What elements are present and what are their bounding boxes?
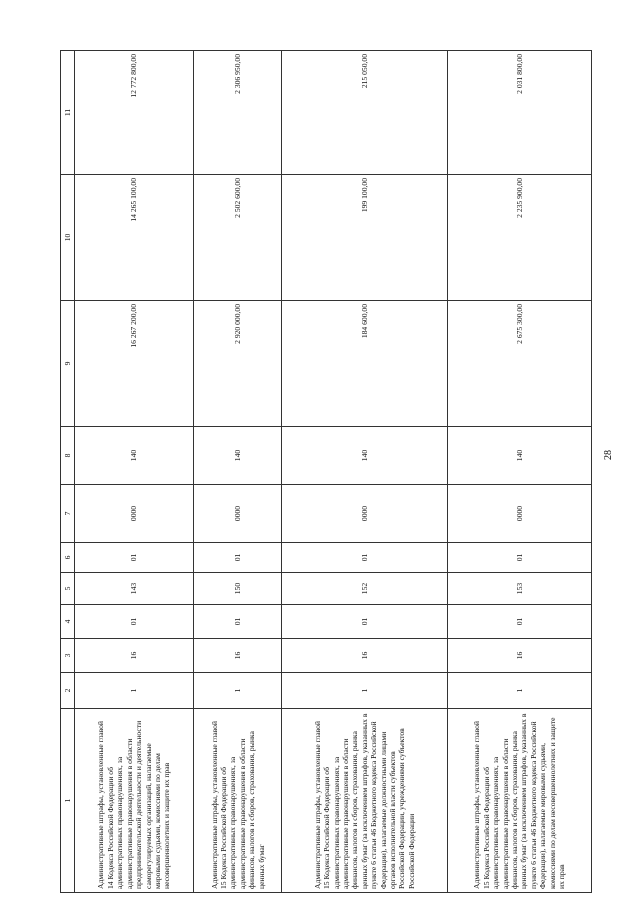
cell-c8: 140 [447, 427, 591, 485]
row-name: Административные штрафы, установленные главой 15 Кодекса Российской Федерации об административных правонарушениях, за административные правонарушения в области финансов, налогов и сборов, страхования, рынка ценных бумаг (за исключением штрафов, указанных в пункте 6 статьи 46 Бюджетного кодекса Российской Федерации), налагаемые должностными лицами органов исполнительной власти субъектов Российской Федерации, учреждениями субъектов Российской Федерации [282, 709, 447, 893]
cell-c7: 0000 [194, 485, 282, 543]
cell-c9: 2 675 300,00 [447, 301, 591, 427]
cell-c4: 01 [75, 605, 194, 639]
cell-c11: 2 306 950,00 [194, 51, 282, 175]
cell-c7: 0000 [447, 485, 591, 543]
cell-c8: 140 [75, 427, 194, 485]
cell-c11: 2 031 800,00 [447, 51, 591, 175]
cell-c5: 150 [194, 573, 282, 605]
cell-c6: 01 [447, 543, 591, 573]
cell-c7: 0000 [282, 485, 447, 543]
table-row [447, 51, 591, 893]
header-row [61, 51, 75, 893]
row-name: Административные штрафы, установленные главой 14 Кодекса Российской Федерации об административных правонарушениях, за административные правонарушения в области предпринимательской деятельности и деятельности саморегулируемых организаций, налагаемые мировыми судьями, комиссиями по делам несовершеннолетних и защите их прав [75, 709, 194, 893]
cell-c4: 01 [447, 605, 591, 639]
budget-table [60, 50, 592, 893]
cell-c3: 16 [75, 639, 194, 673]
cell-c11: 215 050,00 [282, 51, 447, 175]
cell-c3: 16 [194, 639, 282, 673]
col-header: 4 [61, 605, 75, 639]
cell-c2: 1 [282, 673, 447, 709]
col-header: 7 [61, 485, 75, 543]
cell-c5: 152 [282, 573, 447, 605]
cell-c3: 16 [282, 639, 447, 673]
cell-c4: 01 [194, 605, 282, 639]
cell-c6: 01 [282, 543, 447, 573]
col-header: 6 [61, 543, 75, 573]
cell-c10: 2 502 600,00 [194, 175, 282, 301]
cell-c6: 01 [194, 543, 282, 573]
cell-c3: 16 [447, 639, 591, 673]
col-header: 11 [61, 51, 75, 175]
cell-c10: 199 100,00 [282, 175, 447, 301]
col-header: 3 [61, 639, 75, 673]
cell-c8: 140 [282, 427, 447, 485]
col-header: 8 [61, 427, 75, 485]
col-header: 10 [61, 175, 75, 301]
cell-c10: 14 265 100,00 [75, 175, 194, 301]
cell-c6: 01 [75, 543, 194, 573]
cell-c9: 16 267 200,00 [75, 301, 194, 427]
cell-c2: 1 [194, 673, 282, 709]
row-name: Административные штрафы, установленные главой 15 Кодекса Российской Федерации об административных правонарушениях, за административные правонарушения в области финансов, налогов и сборов, страхования, рынка ценных бумаг [194, 709, 282, 893]
col-header: 1 [61, 709, 75, 893]
cell-c9: 184 600,00 [282, 301, 447, 427]
col-header: 5 [61, 573, 75, 605]
cell-c11: 12 772 800,00 [75, 51, 194, 175]
page-number: 28 [603, 450, 614, 460]
cell-c5: 143 [75, 573, 194, 605]
table-row [194, 51, 282, 893]
cell-c4: 01 [282, 605, 447, 639]
cell-c2: 1 [447, 673, 591, 709]
cell-c5: 153 [447, 573, 591, 605]
cell-c7: 0000 [75, 485, 194, 543]
table-row [282, 51, 447, 893]
row-name: Административные штрафы, установленные главой 15 Кодекса Российской Федерации об административных правонарушениях, за административные правонарушения в области финансов, налогов и сборов, страхования, рынка ценных бумаг (за исключением штрафов, указанных в пункте 6 статьи 46 Бюджетного кодекса Российской Федерации), налагаемые мировыми судьями, комиссиями по делам несовершеннолетних и защите их прав [447, 709, 591, 893]
cell-c2: 1 [75, 673, 194, 709]
cell-c8: 140 [194, 427, 282, 485]
table-row [75, 51, 194, 893]
cell-c10: 2 235 900,00 [447, 175, 591, 301]
col-header: 9 [61, 301, 75, 427]
col-header: 2 [61, 673, 75, 709]
cell-c9: 2 920 000,00 [194, 301, 282, 427]
